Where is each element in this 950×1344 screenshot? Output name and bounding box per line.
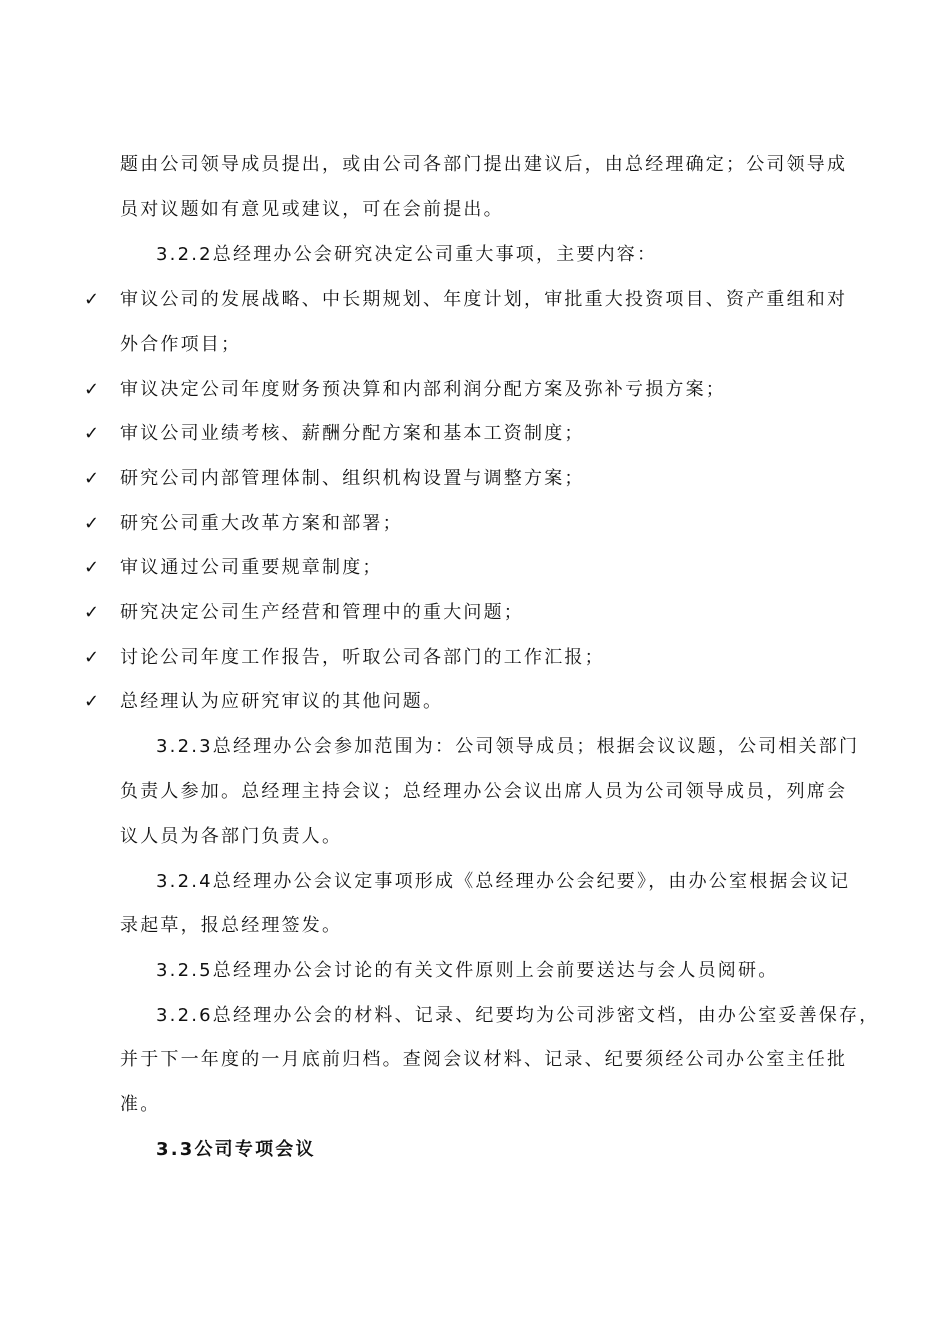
check-icon: ✓ [84, 379, 100, 400]
paragraph-line: 录起草，报总经理签发。 [120, 915, 343, 936]
bullet-item-9: 总经理认为应研究审议的其他问题。 [120, 691, 444, 712]
bullet-item-4: 研究公司内部管理体制、组织机构设置与调整方案； [120, 468, 585, 489]
check-icon: ✓ [84, 289, 100, 310]
section-3-2-2: 3.2.2总经理办公会研究决定公司重大事项，主要内容： [156, 244, 658, 265]
bullet-item-6: 审议通过公司重要规章制度； [120, 557, 383, 578]
section-3-2-3: 3.2.3总经理办公会参加范围为：公司领导成员；根据会议议题，公司相关部门 [156, 736, 860, 757]
section-heading-3-3: 3.3公司专项会议 [156, 1139, 316, 1160]
bullet-item-3: 审议公司业绩考核、薪酬分配方案和基本工资制度； [120, 423, 585, 444]
section-3-2-6: 3.2.6总经理办公会的材料、记录、纪要均为公司涉密文档，由办公室妥善保存， [156, 1005, 880, 1026]
check-icon: ✓ [84, 423, 100, 444]
bullet-item-7: 研究决定公司生产经营和管理中的重大问题； [120, 602, 524, 623]
paragraph-line: 题由公司领导成员提出，或由公司各部门提出建议后，由总经理确定；公司领导成 [120, 154, 848, 175]
check-icon: ✓ [84, 647, 100, 668]
bullet-item-1: 审议公司的发展战略、中长期规划、年度计划，审批重大投资项目、资产重组和对 [120, 289, 848, 310]
check-icon: ✓ [84, 557, 100, 578]
bullet-item-1-cont: 外合作项目； [120, 334, 242, 355]
paragraph-line: 负责人参加。总经理主持会议；总经理办公会议出席人员为公司领导成员，列席会 [120, 781, 848, 802]
section-3-2-4: 3.2.4总经理办公会议定事项形成《总经理办公会纪要》，由办公室根据会议记 [156, 871, 851, 892]
paragraph-line: 员对议题如有意见或建议，可在会前提出。 [120, 199, 504, 220]
section-3-2-5: 3.2.5总经理办公会讨论的有关文件原则上会前要送达与会人员阅研。 [156, 960, 779, 981]
check-icon: ✓ [84, 513, 100, 534]
bullet-item-2: 审议决定公司年度财务预决算和内部利润分配方案及弥补亏损方案； [120, 379, 726, 400]
paragraph-line: 议人员为各部门负责人。 [120, 826, 343, 847]
check-icon: ✓ [84, 602, 100, 623]
paragraph-line: 准。 [120, 1094, 161, 1115]
bullet-item-5: 研究公司重大改革方案和部署； [120, 513, 403, 534]
paragraph-line: 并于下一年度的一月底前归档。查阅会议材料、记录、纪要须经公司办公室主任批 [120, 1049, 848, 1070]
check-icon: ✓ [84, 691, 100, 712]
check-icon: ✓ [84, 468, 100, 489]
bullet-item-8: 讨论公司年度工作报告，听取公司各部门的工作汇报； [120, 647, 605, 668]
